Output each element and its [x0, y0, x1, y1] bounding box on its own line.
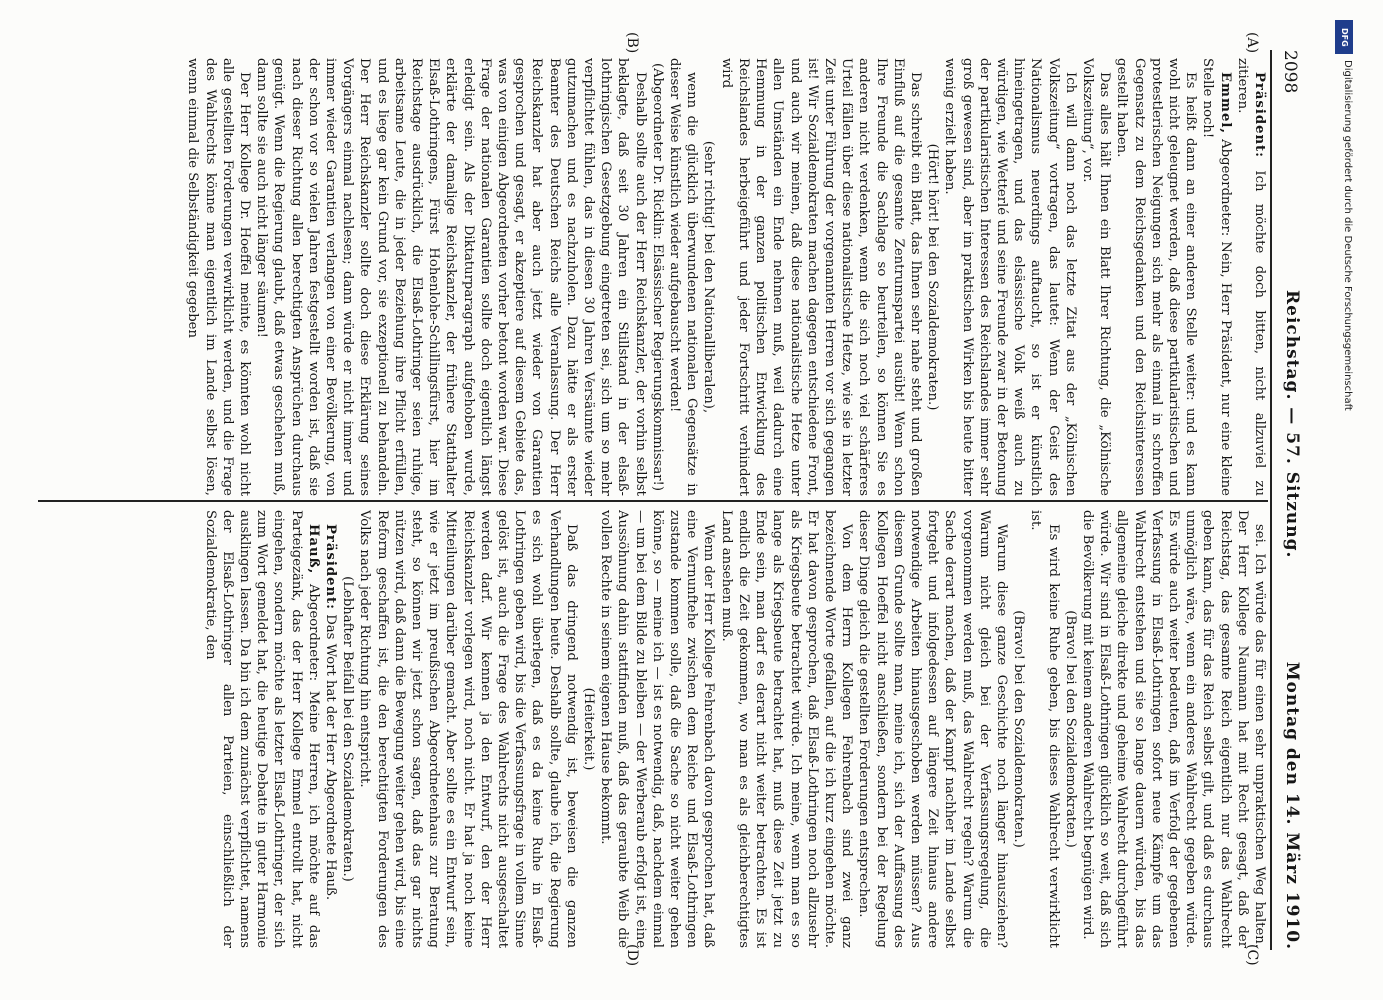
- margin-marker-a: (A): [1244, 32, 1260, 54]
- paragraph-text: Ich möchte doch bitten, nicht allzuviel zu zitieren.: [1234, 58, 1267, 496]
- paragraph-text: (Lebhafter Beifall bei den Sozialdemokraten.): [340, 576, 356, 882]
- digitization-notice: [1335, 20, 1353, 980]
- margin-marker-c: (C): [1244, 944, 1260, 966]
- paragraph-text: Deshalb sollte auch der Herr Reichskanzler, der vorhin selbst beklagte, daß seit 30 Jahren ein Stillstand in der elsaß-lothringischen Gesetzgebung eingetreten sei, sich um so mehr verpflichtet fühlen, das in diesen 30 Jahren Versäumte wieder gutzumachen und es nachzuholen. Dazu hätte er als erster Beamter des Deutschen Reichs alle Veranlassung. Der Herr Reichskanzler hat aber auch jetzt wieder von Garantien gesprochen und gesagt, er akzeptiere auf diesem Gebiete das, was von einigen Abgeordneten vorher betont worden war. Diese Frage der nationalen Garantien sollte doch eigentlich längst erledigt sein. Als der Diktaturparagraph aufgehoben wurde, erklärte der damalige Reichskanzler, der frühere Statthalter Elsaß-Lothringens, Fürst Hohenlohe-Schillingsfürst, hier im Reichstage ausdrücklich, die Elsaß-Lothringer seien ruhige, arbeitsame Leute, die in jeder Beziehung ihre Pflicht erfüllen, und es liege gar kein Grund vor, sie exzeptionell zu behandeln. Der Herr Reichskanzler sollte doch diese Erklärung seines Vorgängers einmal nachlesen; dann würde er nicht immer und immer wieder Garantien verlangen von einer Bevölkerung, von der schon vor so vielen Jahren festgestellt worden ist, daß sie nach dieser Richtung allen berechtigten Ansprüchen durchaus genügt. Wenn die Regierung glaubt, daß etwas geschehen muß, dann sollte sie auch nicht länger säumen!: [254, 58, 648, 496]
- funding-notice-text: Digitalisierung gefördert durch die Deutsche Forschungsgemeinschaft: [1342, 60, 1353, 411]
- speaker-name: Präsident:: [1252, 72, 1267, 159]
- speaker-name: Hauß,: [305, 524, 321, 575]
- paragraph: [1234, 58, 1268, 496]
- margin-marker-b: (B): [624, 32, 640, 54]
- paragraph: [666, 58, 700, 496]
- session-title: Reichstag. — 57. Sitzung.: [1282, 290, 1302, 559]
- paragraph-text: Wenn der Herr Kollege Fehrenbach davon gesprochen hat, daß eine Vernunftehe zwischen dem Reiche und Elsaß-Lothringen zustande kommen solle, daß die Sache so nicht weiter gehen könne, so — meine ich — ist es notwendig, daß, nachdem einmal — um bei dem Bilde zu bleiben — der Werberaub erfolgt ist, eine Aussöhnung dahin stattfinden muß, daß das geraubte Weib die vollen Rechte in seinem eigenen Hause bekommt.: [598, 510, 717, 948]
- paragraph: [184, 58, 253, 496]
- page-number: 2098: [1280, 50, 1300, 94]
- session-date: Montag den 14. März 1910.: [1282, 661, 1302, 950]
- paragraph: [1113, 58, 1199, 496]
- paragraph-text: Der Herr Kollege Dr. Hoeffel meinte, es könnten wohl nicht alle gestellten Forderungen verwirklicht werden, und die Frage des Wahlrechts könne man eigentlich im Lande selbst lösen, wenn einmal die Selbständigkeit gegeben: [185, 58, 253, 496]
- paragraph: [356, 510, 580, 948]
- paragraph-text: Es heißt dann an einer anderen Stelle weiter: und es kann wohl nicht geleugnet werden, daß diese partikularistischen und protestlerischen Neigungen sich mehr als einmal in schroffen Gegensatz zu dem Reichsgedanken und den Reichsinteressen gestellt haben.: [1114, 58, 1199, 496]
- right-column: [48, 510, 1268, 948]
- paragraph: [700, 58, 717, 496]
- paragraph: [597, 510, 717, 948]
- paragraph: [649, 58, 666, 496]
- paragraph: [1079, 58, 1113, 496]
- paragraph: [322, 510, 339, 948]
- paragraph: [339, 510, 356, 948]
- paragraph-text: (Hört! hört! bei den Sozialdemokraten.): [925, 143, 941, 411]
- paragraph-text: Daß das dringend notwendig ist, beweisen die ganzen Verhandlungen heute. Deshalb sollte, glaube ich, die Regierung es sich wohl überlegen, daß es da keine Ruhe in Elsaß-Lothringen geben wird, bis die Verfassungsfrage in vollem Sinne gelöst ist, auch die Frage des Wahlrechts nicht ausgeschaltet werden darf. Wir kennen ja den Entwurf, den der Herr Reichskanzler vorlegen wird, noch nicht. Er hat ja noch keine Mitteilungen darüber gemacht. Aber sollte es ein Entwurf sein, wie er jetzt im preußischen Abgeordnetenhaus zur Beratung steht, so können wir jetzt schon sagen, daß das gar nichts nützen wird, daß dann die Bewegung weiter gehen wird, bis eine Reform geschaffen ist, die den berechtigten Forderungen des Volks nach jeder Richtung hin entspricht.: [357, 510, 579, 948]
- paragraph-text: Das alles hält Ihnen ein Blatt Ihrer Richtung, die „Kölnische Volkszeitung“, vor.: [1079, 58, 1113, 496]
- paragraph: [855, 510, 1010, 948]
- paragraph-text: (Heiterkeit.): [581, 687, 597, 771]
- dfg-logo: DFG: [1335, 20, 1353, 54]
- paragraph-text: Abgeordneter: Nein, Herr Präsident, nur eine kleine Stelle noch!: [1200, 58, 1233, 496]
- paragraph-text: sei. Ich würde das für einen sehr unpraktischen Weg halten. Der Herr Kollege Naumann hat mit Recht gesagt, daß der Reichstag, das gesamte Reich eigentlich nur das Wahlrecht geben kann, das für das Reich selbst gilt, und daß es durchaus unmöglich wäre, wenn ein anderes Wahlrecht gegeben würde. Es würde auch weiter bedeuten, daß im Verfolg der gegebenen Verfassung in Elsaß-Lothringen sofort neue Kämpfe um das Wahlrecht entstehen und sie so lange dauern würden, bis das allgemeine gleiche direkte und geheime Wahlrecht durchgeführt würde. Wir sind in Elsaß-Lothringen glücklich so weit, daß sich die Bevölkerung mit keinem anderen Wahlrecht begnügen wird.: [1079, 510, 1267, 948]
- paragraph: [1199, 58, 1233, 496]
- paragraph: [1079, 510, 1268, 948]
- paragraph-text: Warum diese ganze Geschichte noch länger hinausziehen? Warum nicht gleich bei der Verfassungsregelung, die vorgenommen werden muß, das Wahlrecht regeln? Warum die Sache derart machen, daß der Kampf nachher im Lande selbst fortgeht und infolgedessen auf längere Zeit hinaus andere notwendige Arbeiten hinausgeschoben werden müssen? Aus diesem Grunde sollte man, meine ich, sich der Auffassung des Kollegen Hoeffel nicht anschließen, sondern bei der Regelung dieser Dinge gleich die gestellten Forderungen entsprechen.: [856, 510, 1009, 948]
- paragraph-text: (Abgeordneter Dr. Ricklin: Elsässischer Regierungskommissar!): [649, 62, 665, 491]
- document-page: [20, 30, 1330, 970]
- paragraph-text: wenn die glücklich überwundenen nationalen Gegensätze in dieser Weise künstlich wieder aufgebauscht werden!: [667, 58, 700, 496]
- paragraph: [924, 58, 941, 496]
- speaker-name: Präsident:: [323, 524, 339, 611]
- paragraph-text: Von dem Herrn Kollegen Fehrenbach sind zwei ganz bezeichnende Worte gefallen, auf die ich kurz eingehen möchte. Er hat davon gesprochen, daß Elsaß-Lothringen noch allzusehr als Kriegsbeute betrachtet würde. Ich meine, wenn man es so lange als Kriegsbeute betrachtet hat, muß diese Zeit jetzt zu Ende sein, man darf es derart nicht weiter betrachten. Es ist endlich die Zeit gekommen, wo man es als gleichberechtigtes Land ansehen muß.: [718, 510, 855, 948]
- paragraph-text: Es wird keine Ruhe geben, bis dieses Wahlrecht verwirklicht ist.: [1028, 510, 1061, 948]
- paragraph-text: (Bravo! bei den Sozialdemokraten.): [1062, 610, 1078, 848]
- paragraph: [253, 58, 649, 496]
- page-header: [1274, 50, 1302, 950]
- paragraph-text: (sehr richtig! bei den Nationalliberalen),: [701, 140, 717, 414]
- paragraph-text: Das Wort hat der Herr Abgeordnete Hauß.: [323, 614, 339, 901]
- margin-marker-d: (D): [624, 944, 640, 967]
- paragraph-text: Ich will dann noch das letzte Zitat aus der „Kölnischen Volkszeitung“ vortragen, das lautet: Wenn der Geist des Nationalismus neuerdings auftaucht, so ist er künstlich hineingetragen, und das elsässische Volk weiß auch zu würdigen, wie Wetterlé und seine Freunde zwar in der Betonung der partikularistischen Interessen des Reichslandes immer sehr groß gewesen sind, aber im praktischen Wirken bis heute bitter wenig erzielt haben.: [942, 58, 1078, 496]
- paragraph: [580, 510, 597, 948]
- paragraph: [1027, 510, 1061, 948]
- paragraph: [1062, 510, 1079, 948]
- paragraph: [201, 510, 321, 948]
- paragraph-text: (Bravo! bei den Sozialdemokraten.): [1011, 610, 1027, 848]
- paragraph: [941, 58, 1079, 496]
- left-column: [48, 58, 1268, 496]
- paragraph: [718, 58, 924, 496]
- paragraph: [1010, 510, 1027, 948]
- column-divider: [38, 500, 1268, 502]
- paragraph: [718, 510, 856, 948]
- paragraph-text: Das schreibt ein Blatt, das Ihnen sehr nahe steht und großen Einfluß auf die gesamte Zentrumspartei ausübt! Wenn schon Ihre Freunde die Sachlage so beurteilen, so können Sie es anderen nicht verdenken, wenn die sich noch viel schärferes Urteil fällen über diese nationalistische Hetze, wie sie in letzter Zeit unter Führung der vorgenannten Herren vor sich gegangen ist! Wir Sozialdemokraten machen dagegen entschiedene Front, und auch wir meinen, daß diese nationalistische Hetze unter allen Umständen ein Ende nehmen muß, weil dadurch eine Hemmung in der ganzen politischen Entwicklung des Reichslandes herbeigeführt und jeder Fortschritt verhindert wird: [718, 58, 923, 496]
- header-rule: [1270, 50, 1272, 950]
- speaker-name: Emmel,: [1217, 72, 1233, 134]
- paragraph-text: Abgeordneter: Meine Herren, ich möchte auf das Parteigezänk, das der Herr Kollege Emmel entrollt hat, nicht eingehen, sondern möchte als letzter Elsaß-Lothringer, der sich zum Wort gemeldet hat, die heutige Debatte in guter Harmonie ausklingen lassen. Da bin ich dem zunächst verpflichtet, namens der Elsaß-Lothringer allen Parteien, einschließlich der Sozialdemokratie, den: [202, 510, 321, 948]
